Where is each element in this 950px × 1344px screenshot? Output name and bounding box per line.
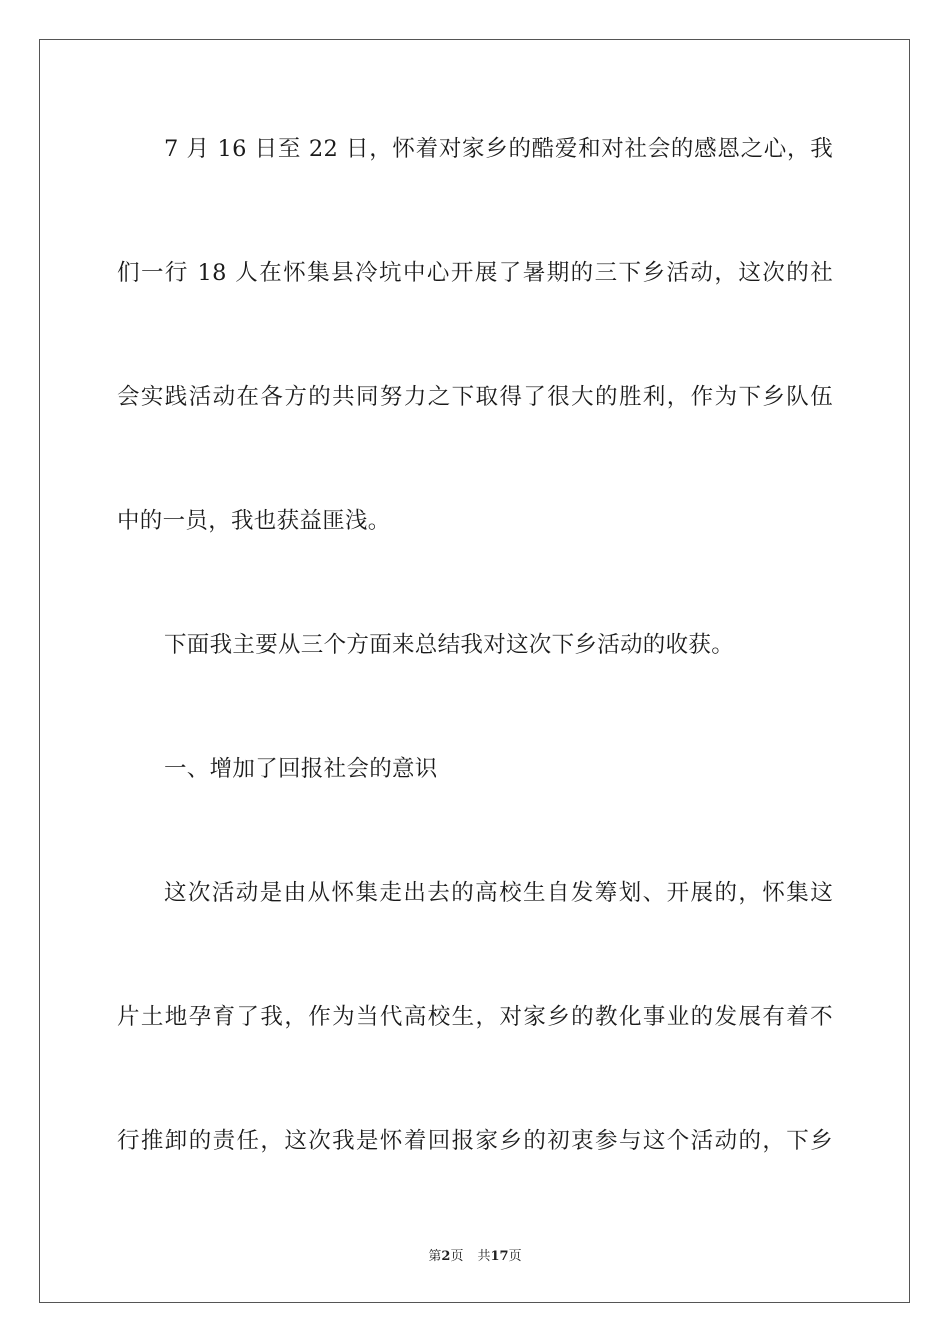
paragraph-3-line-2: 片土地孕育了我，作为当代高校生，对家乡的教化事业的发展有着不 (117, 1004, 833, 1030)
section-heading: 一、增加了回报社会的意识 (164, 756, 438, 782)
paragraph-1-line-3: 会实践活动在各方的共同努力之下取得了很大的胜利，作为下乡队伍 (117, 384, 833, 410)
total-suffix: 页 (508, 1249, 522, 1264)
paragraph-1-line-2: 们一行 18 人在怀集县冷坑中心开展了暑期的三下乡活动，这次的社 (117, 260, 833, 286)
page-border (39, 39, 910, 1303)
total-prefix: 共 (477, 1249, 491, 1264)
paragraph-3-line-1: 这次活动是由从怀集走出去的高校生自发筹划、开展的，怀集这 (164, 880, 833, 906)
page-suffix: 页 (450, 1249, 464, 1264)
paragraph-1-line-1: 7 月 16 日至 22 日，怀着对家乡的酷爱和对社会的感恩之心，我 (164, 136, 833, 162)
current-page-number: 2 (441, 1249, 451, 1264)
paragraph-1-line-4: 中的一员，我也获益匪浅。 (117, 508, 391, 534)
paragraph-2-line-1: 下面我主要从三个方面来总结我对这次下乡活动的收获。 (164, 632, 735, 658)
page-footer (0, 1248, 950, 1266)
total-page-number: 17 (490, 1249, 509, 1264)
page-prefix: 第 (428, 1249, 442, 1264)
paragraph-3-line-3: 行推卸的责任，这次我是怀着回报家乡的初衷参与这个活动的，下乡 (117, 1128, 833, 1154)
